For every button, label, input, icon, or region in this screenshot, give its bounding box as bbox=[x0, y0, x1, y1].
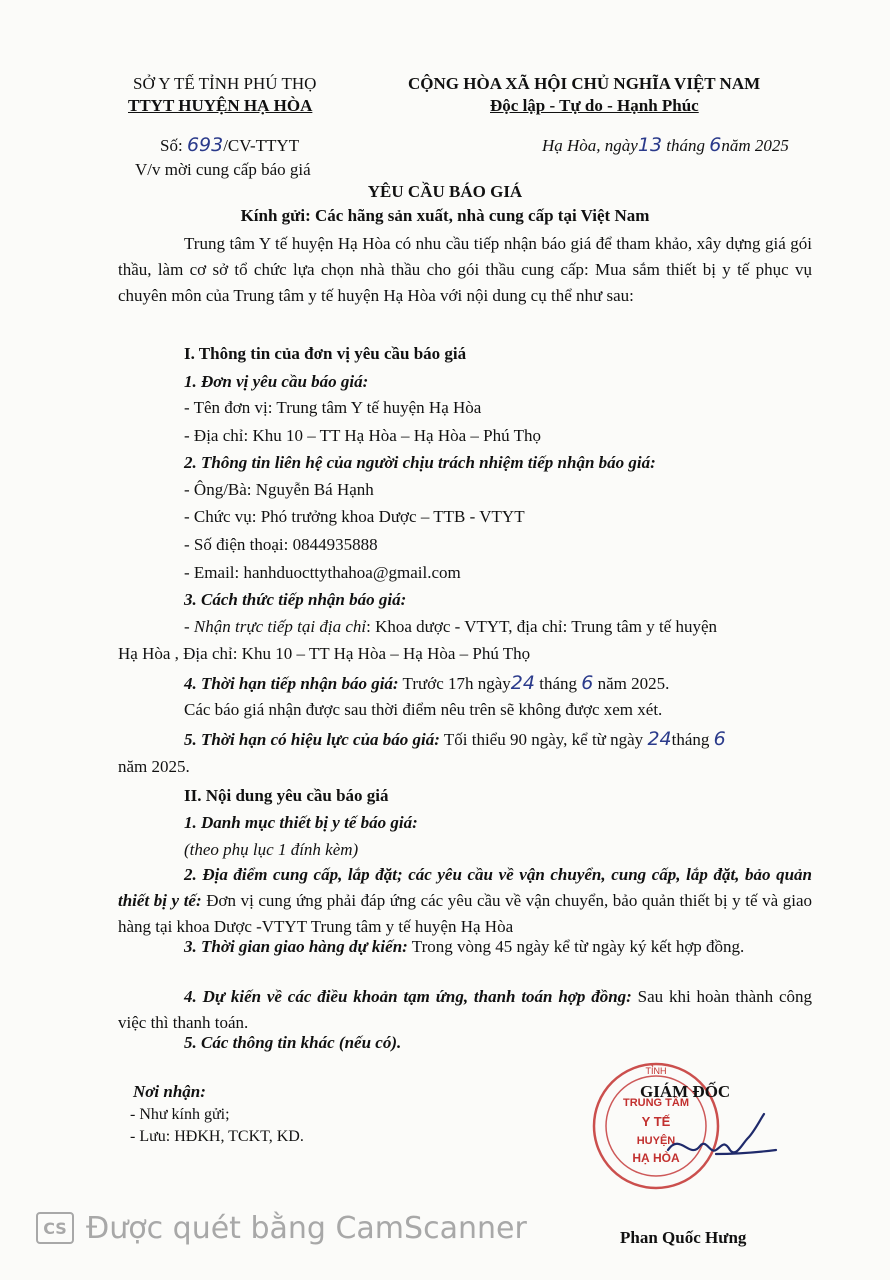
validity-month-handwritten: 6 bbox=[713, 728, 726, 750]
document-subject: V/v mời cung cấp báo giá bbox=[135, 160, 311, 179]
recipient-item: - Như kính gửi; bbox=[130, 1106, 230, 1123]
section2-sub2-text: Đơn vị cung ứng phải đáp ứng các yêu cầu về vận chuyển, bảo quản thiết bị y tế và giao hàng tại khoa Dược -VTYT Trung tâm y tế huyện Hạ Hòa bbox=[118, 891, 813, 936]
doc-number-suffix: /CV-TTYT bbox=[223, 136, 300, 155]
nation-motto: Độc lập - Tự do - Hạnh Phúc bbox=[490, 96, 699, 115]
contact-name: - Ông/Bà: Nguyễn Bá Hạnh bbox=[184, 480, 374, 499]
recipient-item: - Lưu: HĐKH, TCKT, KD. bbox=[130, 1128, 304, 1145]
section1-sub1: 1. Đơn vị yêu cầu báo giá: bbox=[184, 372, 369, 391]
late-note: Các báo giá nhận được sau thời điểm nêu trên sẽ không được xem xét. bbox=[184, 700, 663, 719]
signature-stroke bbox=[668, 1114, 776, 1154]
section2-sub3-label: 3. Thời gian giao hàng dự kiến: bbox=[184, 937, 408, 956]
nation-name: CỘNG HÒA XÃ HỘI CHỦ NGHĨA VIỆT NAM bbox=[408, 74, 761, 93]
stamp-line3: HUYỆN bbox=[636, 1135, 676, 1147]
deadline-year: năm 2025. bbox=[597, 674, 670, 693]
section1-sub5: 5. Thời hạn có hiệu lực của báo giá: bbox=[184, 730, 440, 749]
date-year: năm 2025 bbox=[721, 136, 789, 155]
contact-phone: - Số điện thoại: 0844935888 bbox=[184, 535, 378, 554]
date-prefix: Hạ Hòa, ngày bbox=[542, 136, 638, 155]
camscanner-watermark bbox=[36, 1208, 527, 1248]
receive-text: : Khoa dược - VTYT, địa chỉ: Trung tâm y tế huyện bbox=[366, 617, 718, 636]
stamp-line2: Y TẾ bbox=[641, 1114, 671, 1129]
deadline-prefix: Trước 17h ngày bbox=[402, 674, 511, 693]
deadline-day-handwritten: 24 bbox=[510, 672, 535, 694]
section2-sub3 bbox=[118, 934, 812, 960]
section2-sub5: 5. Các thông tin khác (nếu có). bbox=[184, 1033, 402, 1052]
receive-label: - Nhận trực tiếp tại địa chỉ bbox=[184, 617, 367, 636]
validity-line bbox=[184, 728, 726, 750]
validity-day-handwritten: 24 bbox=[647, 728, 672, 750]
stamp-line1: TRUNG TÂM bbox=[623, 1097, 689, 1109]
section2-sub4-text: Sau khi hoàn thành công việc thì thanh toán. bbox=[118, 987, 812, 1032]
date-month-handwritten: 6 bbox=[709, 134, 722, 156]
stamp-line4: HẠ HÒA bbox=[632, 1151, 680, 1165]
document-date bbox=[542, 134, 789, 156]
document-title: YÊU CẦU BÁO GIÁ bbox=[367, 182, 523, 201]
deadline-month-handwritten: 6 bbox=[581, 672, 594, 694]
section1-sub2: 2. Thông tin liên hệ của người chịu trách nhiệm tiếp nhận báo giá: bbox=[184, 453, 656, 472]
signature bbox=[660, 1110, 780, 1170]
contact-position: - Chức vụ: Phó trưởng khoa Dược – TTB - VTYT bbox=[184, 507, 525, 526]
doc-number-label: Số: bbox=[160, 136, 183, 155]
signer-name: Phan Quốc Hưng bbox=[620, 1228, 747, 1247]
stamp-top-text: TỈNH bbox=[645, 1066, 667, 1076]
signer-title: GIÁM ĐỐC bbox=[640, 1082, 731, 1101]
deadline-month-label: tháng bbox=[539, 674, 578, 693]
validity-prefix: Tối thiểu 90 ngày, kể từ ngày bbox=[443, 730, 644, 749]
section2-sub4 bbox=[118, 984, 812, 1036]
receive-deadline bbox=[184, 672, 669, 694]
section2-sub1-note: (theo phụ lục 1 đính kèm) bbox=[184, 840, 359, 859]
section1-heading: I. Thông tin của đơn vị yêu cầu báo giá bbox=[184, 344, 467, 363]
section1-sub3: 3. Cách thức tiếp nhận báo giá: bbox=[184, 590, 407, 609]
receive-method bbox=[184, 617, 717, 637]
recipients-label: Nơi nhận: bbox=[133, 1082, 206, 1101]
agency-parent: SỞ Y TẾ TỈNH PHÚ THỌ bbox=[133, 74, 317, 93]
date-day-handwritten: 13 bbox=[637, 134, 663, 156]
unit-name: - Tên đơn vị: Trung tâm Y tế huyện Hạ Hòa bbox=[184, 398, 482, 417]
section2-sub3-text: Trong vòng 45 ngày kể từ ngày ký kết hợp đồng. bbox=[411, 937, 745, 956]
section2-sub4-label: 4. Dự kiến về các điều khoản tạm ứng, thanh toán hợp đồng: bbox=[184, 987, 632, 1006]
doc-number-handwritten: 693 bbox=[186, 134, 224, 156]
validity-month-label: tháng bbox=[671, 730, 710, 749]
section2-sub2 bbox=[118, 862, 812, 940]
section1-sub4: 4. Thời hạn tiếp nhận báo giá: bbox=[184, 674, 399, 693]
validity-year: năm 2025. bbox=[118, 757, 190, 776]
unit-address: - Địa chỉ: Khu 10 – TT Hạ Hòa – Hạ Hòa – Phú Thọ bbox=[184, 426, 541, 445]
watermark-text: Được quét bằng CamScanner bbox=[86, 1210, 527, 1246]
agency-name: TTYT HUYỆN HẠ HÒA bbox=[128, 96, 313, 115]
recipient-line: Kính gửi: Các hãng sản xuất, nhà cung cấp tại Việt Nam bbox=[240, 206, 650, 225]
date-month-label: tháng bbox=[666, 136, 706, 155]
section2-sub2-label: 2. Địa điểm cung cấp, lắp đặt; các yêu cầu về vận chuyển, cung cấp, lắp đặt, bảo quản thiết bị y tế: bbox=[118, 865, 812, 910]
contact-email: - Email: hanhduocttythahoa@gmail.com bbox=[184, 563, 461, 582]
section2-sub1: 1. Danh mục thiết bị y tế báo giá: bbox=[184, 813, 418, 832]
intro-paragraph: Trung tâm Y tế huyện Hạ Hòa có nhu cầu tiếp nhận báo giá để tham khảo, xây dựng giá gói thầu, làm cơ sở tổ chức lựa chọn nhà thầu cho gói thầu cung cấp: Mua sắm thiết bị y tế phục vụ chuyên môn của Trung tâm y tế huyện Hạ Hòa với nội dung cụ thể như sau: bbox=[118, 234, 812, 305]
section2-heading: II. Nội dung yêu cầu báo giá bbox=[184, 786, 389, 805]
document-number bbox=[160, 134, 299, 156]
camscanner-icon: CS bbox=[36, 1212, 74, 1244]
receive-address: Hạ Hòa , Địa chỉ: Khu 10 – TT Hạ Hòa – Hạ Hòa – Phú Thọ bbox=[118, 644, 531, 663]
